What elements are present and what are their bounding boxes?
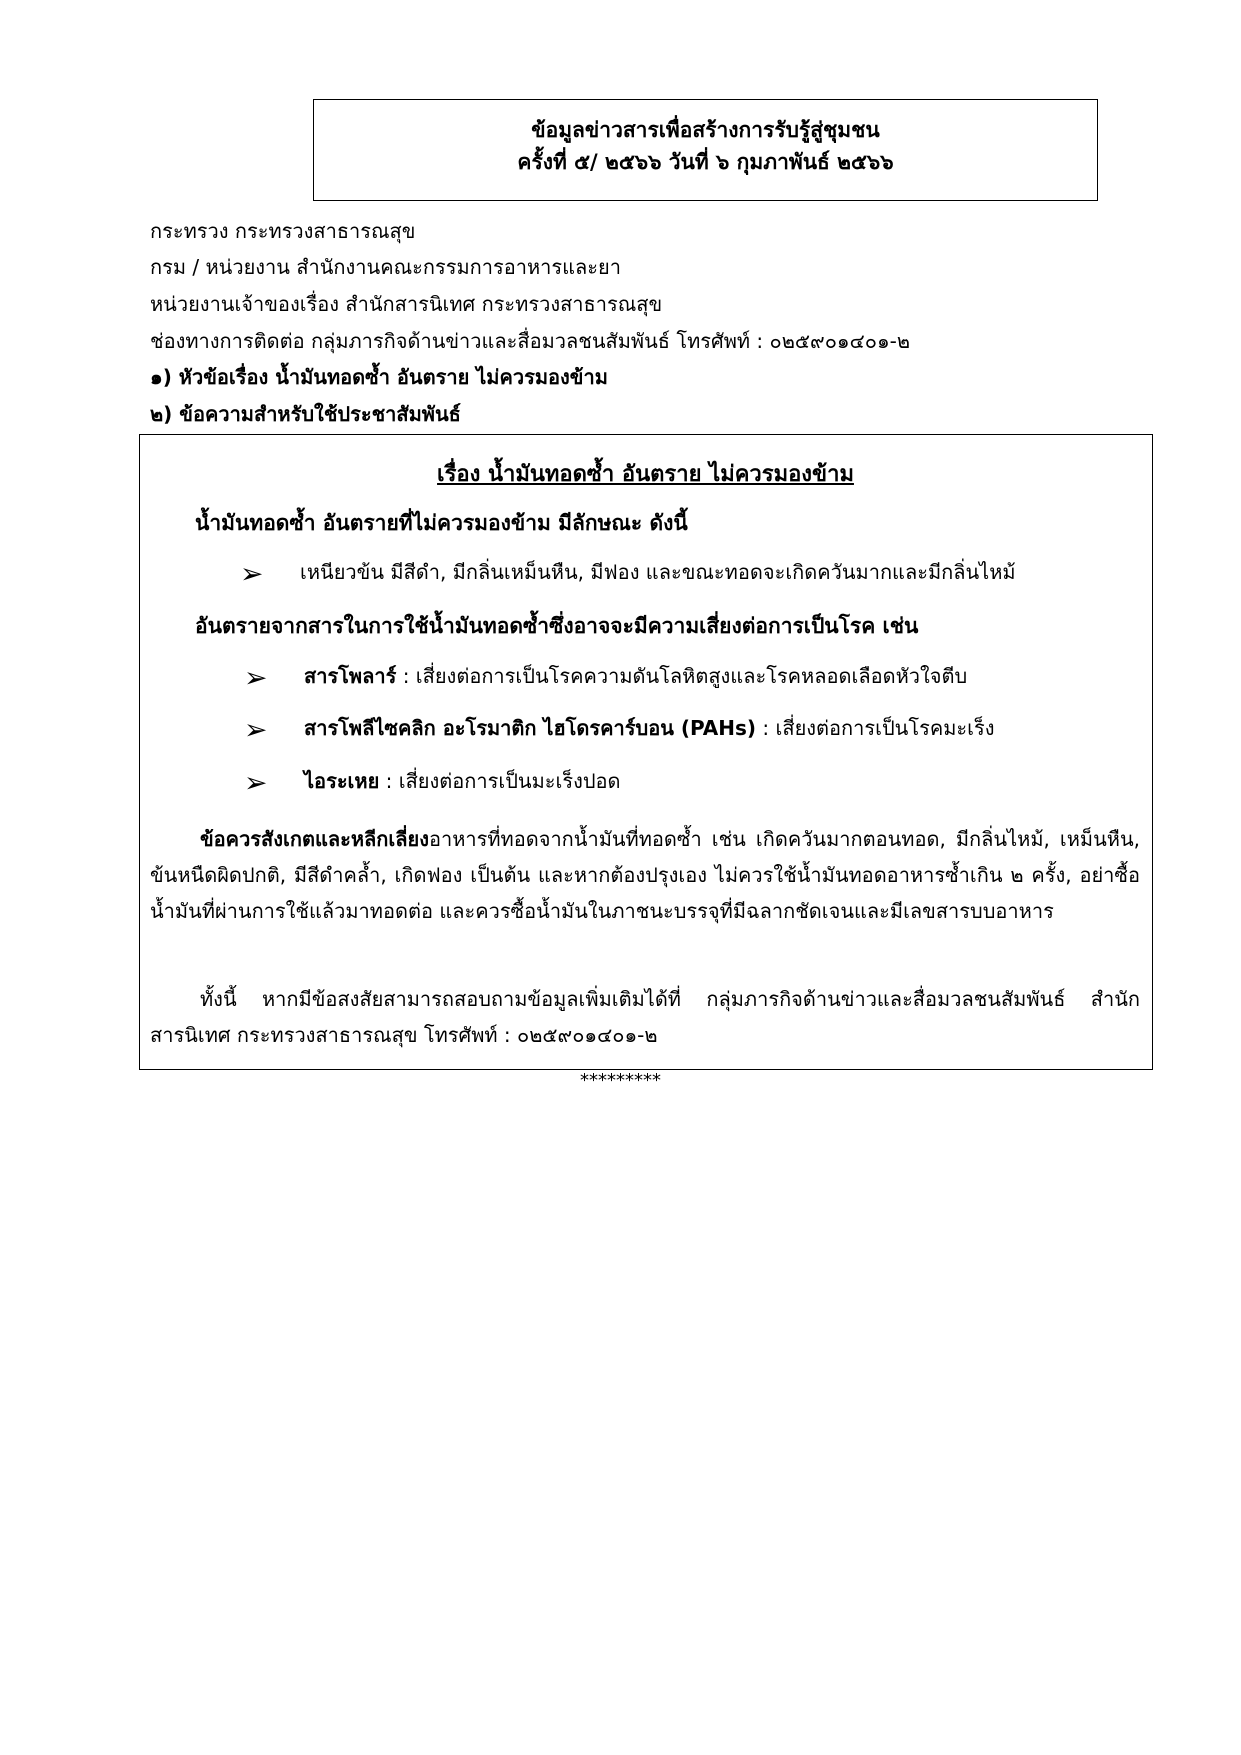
story-title: เรื่อง น้ำมันทอดซ้ำ อันตราย ไม่ควรมองข้าม — [437, 462, 854, 487]
hazard-desc: : เสี่ยงต่อการเป็นโรคมะเร็ง — [756, 716, 995, 740]
advice-paragraph — [150, 821, 1140, 929]
characteristics-bullet-text: เหนียวข้น มีสีดำ, มีกลิ่นเหม็นหืน, มีฟอง และขณะทอดจะเกิดควันมากและมีกลิ่นไหม้ — [300, 560, 1016, 584]
header-title: ข้อมูลข่าวสารเพื่อสร้างการรับรู้สู่ชุมชน — [531, 118, 880, 142]
arrow-bullet-icon: ➢ — [244, 713, 268, 746]
info-pr-heading: ๒) ข้อความสำหรับใช้ประชาสัมพันธ์ — [150, 402, 461, 426]
hazard-heading: อันตรายจากสารในการใช้น้ำมันทอดซ้ำซึ่งอาจจะมีความเสี่ยงต่อการเป็นโรค เช่น — [195, 614, 919, 638]
closing-paragraph: ทั้งนี้ หากมีข้อสงสัยสามารถสอบถามข้อมูลเพิ่มเติมได้ที่ กลุ่มภารกิจด้านข่าวและสื่อมวลชนสัมพันธ์ สำนักสารนิเทศ กระทรวงสาธารณสุข โทรศัพท์ : ๐๒๕๙๐๑๔๐๑-๒ — [150, 987, 1140, 1047]
content-box — [139, 434, 1153, 1070]
arrow-bullet-icon: ➢ — [244, 661, 268, 694]
hazard-desc: : เสี่ยงต่อการเป็นมะเร็งปอด — [379, 769, 621, 793]
header-issue-line: ครั้งที่ ๕/ ๒๕๖๖ วันที่ ๖ กุมภาพันธ์ ๒๕๖๖ — [517, 150, 894, 174]
end-marker: ********* — [580, 1070, 661, 1091]
hazard-term: สารโพลีไซคลิก อะโรมาติก ไฮโดรคาร์บอน (PAHs) — [304, 716, 757, 740]
advice-lead: ข้อควรสังเกตและหลีกเลี่ยง — [200, 827, 429, 851]
info-topic: ๑) หัวข้อเรื่อง น้ำมันทอดซ้ำ อันตราย ไม่ควรมองข้าม — [150, 365, 608, 389]
characteristics-heading: น้ำมันทอดซ้ำ อันตรายที่ไม่ควรมองข้าม มีลักษณะ ดังนี้ — [195, 511, 688, 535]
arrow-bullet-icon: ➢ — [244, 766, 268, 799]
arrow-bullet-icon: ➢ — [240, 557, 264, 590]
hazard-term: ไอระเหย — [304, 769, 380, 793]
hazard-item — [244, 712, 994, 746]
info-department: กรม / หน่วยงาน สำนักงานคณะกรรมการอาหารและยา — [150, 255, 621, 279]
header-box — [313, 99, 1098, 201]
hazard-term: สารโพลาร์ — [304, 664, 397, 688]
hazard-item — [244, 765, 621, 799]
characteristics-bullet — [240, 556, 1016, 590]
info-owner: หน่วยงานเจ้าของเรื่อง สำนักสารนิเทศ กระทรวงสาธารณสุข — [150, 292, 663, 316]
info-ministry: กระทรวง กระทรวงสาธารณสุข — [150, 219, 416, 243]
hazard-item — [244, 660, 967, 694]
advice-text: อาหารที่ทอดจากน้ำมันที่ทอดซ้ำ เช่น เกิดควันมากตอนทอด, มีกลิ่นไหม้, เหม็นหืน, ข้นหนืดผิดปกติ, มีสีดำคล้ำ, เกิดฟอง เป็นต้น และหากต้องปรุงเอง ไม่ควรใช้น้ำมันทอดอาหารซ้ำเกิน ๒ ครั้ง, อย่าซื้อน้ำมันที่ผ่านการใช้แล้วมาทอดต่อ และควรซื้อน้ำมันในภาชนะบรรจุที่มีฉลากชัดเจนและมีเลขสารบบอาหาร — [150, 827, 1140, 923]
hazard-desc: : เสี่ยงต่อการเป็นโรคความดันโลหิตสูงและโรคหลอดเลือดหัวใจตีบ — [396, 664, 968, 688]
info-contact: ช่องทางการติดต่อ กลุ่มภารกิจด้านข่าวและสื่อมวลชนสัมพันธ์ โทรศัพท์ : ๐๒๕๙๐๑๔๐๑-๒ — [150, 329, 911, 353]
